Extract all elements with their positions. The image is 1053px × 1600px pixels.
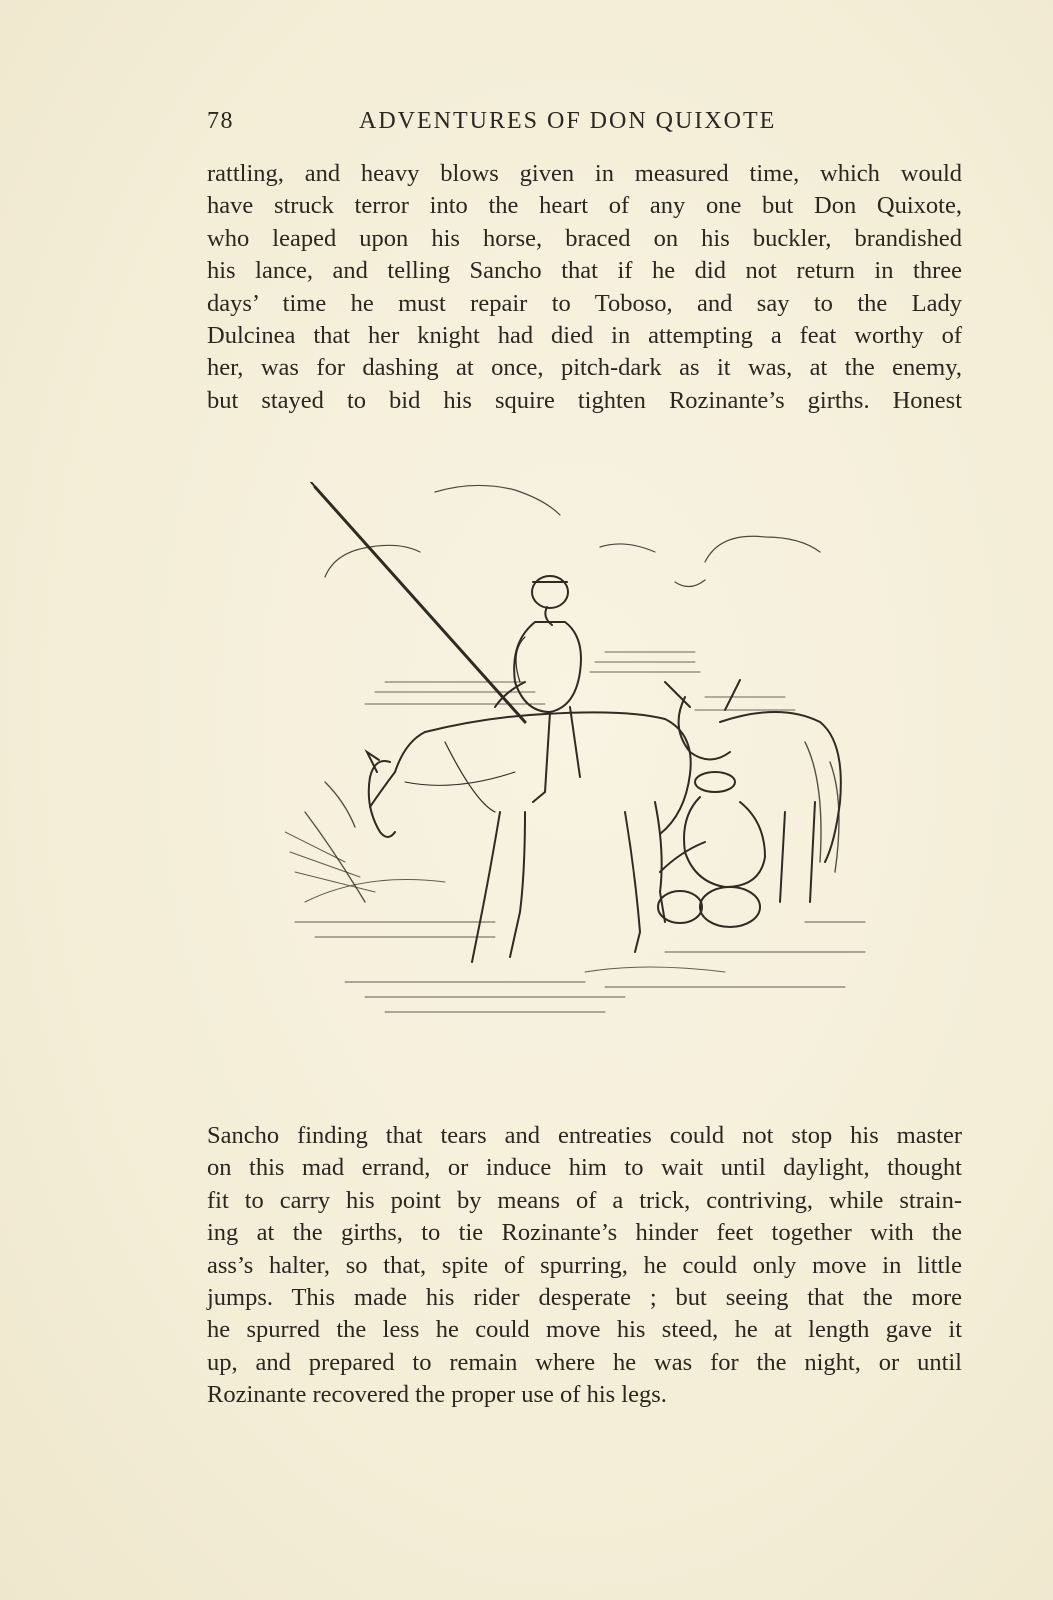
text-line: up, and prepared to remain where he was for the night, or until (207, 1348, 962, 1376)
engraving-illustration (285, 482, 885, 1062)
text-line: but stayed to bid his squire tighten Rozinante’s girths. Honest (207, 386, 962, 414)
text-line: have struck terror into the heart of any one but Don Quixote, (207, 192, 962, 220)
paragraph-top (207, 158, 962, 417)
running-head (207, 108, 962, 142)
page-number: 78 (207, 108, 234, 134)
paragraph-bottom (207, 1120, 962, 1412)
knight-on-horse-icon (285, 482, 885, 1062)
text-line: Rozinante recovered the proper use of his legs. (207, 1381, 667, 1409)
text-line: ass’s halter, so that, spite of spurring, he could only move in little (207, 1251, 962, 1279)
text-line: on this mad errand, or induce him to wait until daylight, thought (207, 1154, 962, 1182)
running-title: ADVENTURES OF DON QUIXOTE (359, 108, 777, 134)
text-line: Sancho finding that tears and entreaties could not stop his master (207, 1122, 962, 1149)
text-line: Dulcinea that her knight had died in attempting a feat worthy of (207, 321, 962, 349)
text-line: who leaped upon his horse, braced on his buckler, brandished (207, 224, 962, 252)
text-line: rattling, and heavy blows given in measured time, which would (207, 160, 962, 187)
text-line: fit to carry his point by means of a trick, contriving, while strain- (207, 1186, 962, 1214)
text-line: ing at the girths, to tie Rozinante’s hinder feet together with the (207, 1219, 962, 1247)
text-line: his lance, and telling Sancho that if he did not return in three (207, 257, 962, 285)
text-line: he spurred the less he could move his steed, he at length gave it (207, 1316, 962, 1344)
text-line: jumps. This made his rider desperate ; but seeing that the more (207, 1283, 962, 1311)
text-line: her, was for dashing at once, pitch-dark as it was, at the enemy, (207, 354, 962, 382)
text-line: days’ time he must repair to Toboso, and say to the Lady (207, 289, 962, 317)
